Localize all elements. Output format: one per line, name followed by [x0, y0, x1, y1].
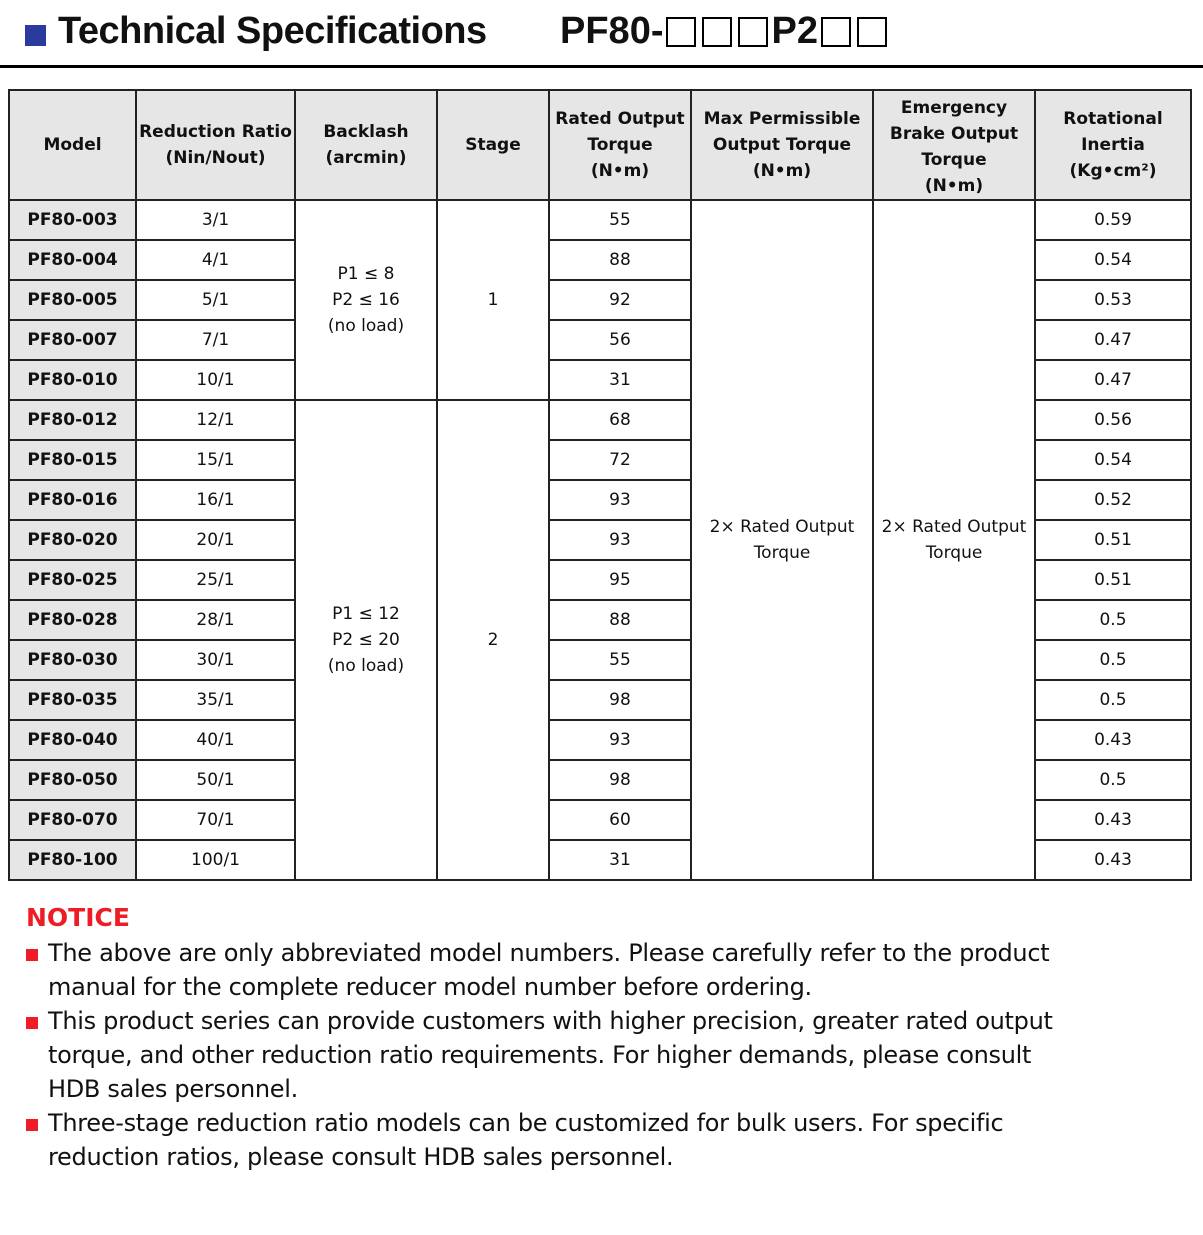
cell-stage: 1 — [437, 200, 549, 400]
placeholder-box-icon — [821, 17, 851, 47]
red-square-bullet-icon — [26, 1119, 38, 1131]
cell-inertia: 0.43 — [1035, 840, 1191, 880]
col-header-max-torque: Max Permissible Output Torque (N•m) — [691, 90, 873, 200]
col-header-emergency-torque: Emergency Brake Output Torque (N•m) — [873, 90, 1035, 200]
col-header-backlash: Backlash (arcmin) — [295, 90, 437, 200]
cell-emergency-torque: 2× Rated Output Torque — [873, 200, 1035, 880]
cell-ratio: 100/1 — [136, 840, 295, 880]
cell-model: PF80-030 — [9, 640, 136, 680]
col-header-ratio: Reduction Ratio (Nin/Nout) — [136, 90, 295, 200]
cell-rated-torque: 92 — [549, 280, 691, 320]
model-prefix: PF80- — [560, 10, 664, 52]
cell-backlash: P1 ≤ 8 P2 ≤ 16 (no load) — [295, 200, 437, 400]
cell-ratio: 20/1 — [136, 520, 295, 560]
cell-ratio: 12/1 — [136, 400, 295, 440]
cell-model: PF80-020 — [9, 520, 136, 560]
cell-ratio: 16/1 — [136, 480, 295, 520]
cell-model: PF80-007 — [9, 320, 136, 360]
notice-text: The above are only abbreviated model numbers. Please carefully refer to the product manual for the complete reducer model number before ordering. — [48, 939, 1050, 1001]
cell-model: PF80-050 — [9, 760, 136, 800]
cell-model: PF80-010 — [9, 360, 136, 400]
notice-item — [26, 936, 1186, 1004]
cell-rated-torque: 93 — [549, 520, 691, 560]
table-body — [9, 200, 1191, 880]
cell-ratio: 30/1 — [136, 640, 295, 680]
cell-inertia: 0.43 — [1035, 800, 1191, 840]
cell-inertia: 0.51 — [1035, 520, 1191, 560]
cell-rated-torque: 93 — [549, 720, 691, 760]
cell-stage: 2 — [437, 400, 549, 880]
model-mid: P2 — [771, 10, 818, 52]
cell-inertia: 0.56 — [1035, 400, 1191, 440]
cell-inertia: 0.43 — [1035, 720, 1191, 760]
cell-rated-torque: 88 — [549, 600, 691, 640]
cell-rated-torque: 93 — [549, 480, 691, 520]
placeholder-box-icon — [857, 17, 887, 47]
notice-list — [26, 936, 1186, 1174]
cell-rated-torque: 72 — [549, 440, 691, 480]
cell-inertia: 0.53 — [1035, 280, 1191, 320]
cell-rated-torque: 88 — [549, 240, 691, 280]
col-header-stage: Stage — [437, 90, 549, 200]
col-header-rated-torque: Rated Output Torque (N•m) — [549, 90, 691, 200]
cell-model: PF80-015 — [9, 440, 136, 480]
cell-model: PF80-035 — [9, 680, 136, 720]
cell-model: PF80-005 — [9, 280, 136, 320]
notice-section — [26, 900, 1186, 1174]
cell-model: PF80-040 — [9, 720, 136, 760]
page-header — [0, 0, 1203, 68]
title-square-icon — [25, 25, 46, 46]
cell-model: PF80-025 — [9, 560, 136, 600]
cell-rated-torque: 68 — [549, 400, 691, 440]
cell-model: PF80-070 — [9, 800, 136, 840]
cell-inertia: 0.54 — [1035, 440, 1191, 480]
cell-ratio: 5/1 — [136, 280, 295, 320]
notice-item — [26, 1004, 1186, 1106]
cell-inertia: 0.5 — [1035, 680, 1191, 720]
cell-inertia: 0.5 — [1035, 760, 1191, 800]
table-header-row — [9, 90, 1191, 200]
col-header-model: Model — [9, 90, 136, 200]
notice-item — [26, 1106, 1186, 1174]
cell-rated-torque: 55 — [549, 200, 691, 240]
cell-inertia: 0.52 — [1035, 480, 1191, 520]
cell-model: PF80-016 — [9, 480, 136, 520]
cell-rated-torque: 98 — [549, 680, 691, 720]
col-header-inertia: Rotational Inertia (Kg•cm²) — [1035, 90, 1191, 200]
cell-inertia: 0.59 — [1035, 200, 1191, 240]
cell-ratio: 50/1 — [136, 760, 295, 800]
cell-inertia: 0.5 — [1035, 640, 1191, 680]
cell-inertia: 0.47 — [1035, 360, 1191, 400]
placeholder-box-icon — [702, 17, 732, 47]
red-square-bullet-icon — [26, 949, 38, 961]
cell-backlash: P1 ≤ 12 P2 ≤ 20 (no load) — [295, 400, 437, 880]
notice-title: NOTICE — [26, 903, 130, 932]
cell-model: PF80-028 — [9, 600, 136, 640]
placeholder-box-icon — [738, 17, 768, 47]
notice-text: This product series can provide customers with higher precision, greater rated output torque, and other reduction ratio requirements. For higher demands, please consult HDB sales personnel. — [48, 1007, 1053, 1103]
cell-ratio: 25/1 — [136, 560, 295, 600]
cell-ratio: 4/1 — [136, 240, 295, 280]
cell-inertia: 0.5 — [1035, 600, 1191, 640]
cell-rated-torque: 31 — [549, 360, 691, 400]
cell-rated-torque: 31 — [549, 840, 691, 880]
cell-ratio: 3/1 — [136, 200, 295, 240]
spec-table — [8, 89, 1192, 881]
cell-model: PF80-004 — [9, 240, 136, 280]
cell-model: PF80-003 — [9, 200, 136, 240]
cell-ratio: 7/1 — [136, 320, 295, 360]
cell-inertia: 0.54 — [1035, 240, 1191, 280]
cell-model: PF80-100 — [9, 840, 136, 880]
cell-ratio: 28/1 — [136, 600, 295, 640]
cell-ratio: 40/1 — [136, 720, 295, 760]
cell-rated-torque: 60 — [549, 800, 691, 840]
cell-inertia: 0.51 — [1035, 560, 1191, 600]
cell-rated-torque: 56 — [549, 320, 691, 360]
model-code — [560, 10, 890, 53]
notice-text: Three-stage reduction ratio models can be customized for bulk users. For specific reduction ratios, please consult HDB sales personnel. — [48, 1109, 1004, 1171]
cell-ratio: 10/1 — [136, 360, 295, 400]
cell-ratio: 70/1 — [136, 800, 295, 840]
cell-ratio: 35/1 — [136, 680, 295, 720]
cell-rated-torque: 95 — [549, 560, 691, 600]
red-square-bullet-icon — [26, 1017, 38, 1029]
cell-inertia: 0.47 — [1035, 320, 1191, 360]
cell-rated-torque: 98 — [549, 760, 691, 800]
cell-model: PF80-012 — [9, 400, 136, 440]
table-row — [9, 200, 1191, 240]
placeholder-box-icon — [666, 17, 696, 47]
page-title: Technical Specifications — [58, 10, 487, 52]
cell-max-torque: 2× Rated Output Torque — [691, 200, 873, 880]
cell-ratio: 15/1 — [136, 440, 295, 480]
cell-rated-torque: 55 — [549, 640, 691, 680]
